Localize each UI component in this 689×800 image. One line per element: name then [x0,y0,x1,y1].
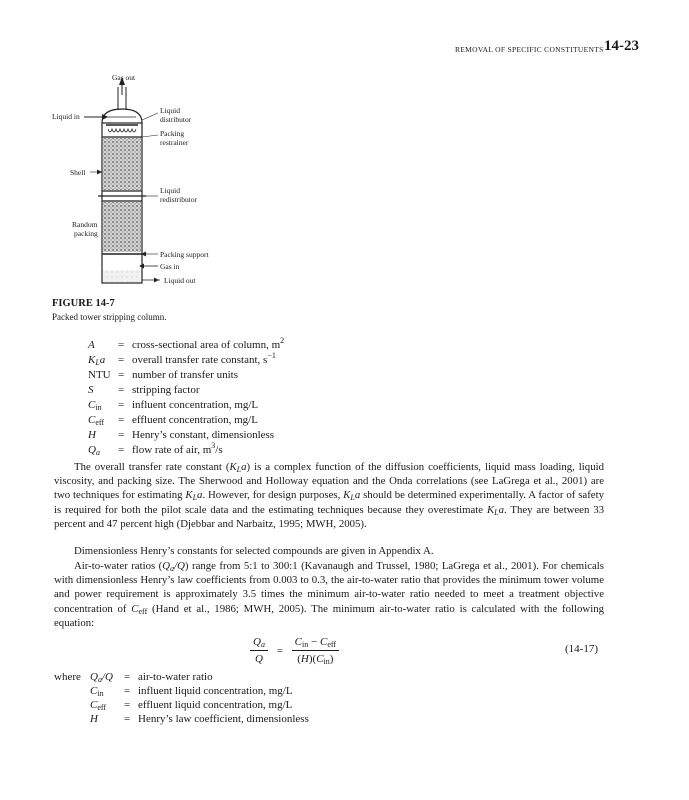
equation-lhs: $\frac{Q_a}{Q}$ [250,636,268,665]
label-shell: Shell [70,168,86,177]
liquid-in-pipe [84,114,136,120]
label-liquid-out: Liquid out [164,276,196,285]
nomenclature-row: S = stripping factor [88,384,200,396]
label-random-packing-1: Random [72,220,98,229]
label-gas-out: Gas out [112,73,136,82]
label-liquid-redistributor-1: Liquid [160,186,180,195]
equation-number: (14-17) [565,643,598,655]
sump [103,270,141,282]
figure-caption-text: Packed tower stripping column. [52,312,167,322]
label-gas-in: Gas in [160,262,180,271]
nomenclature-row: $C_{in}$ = influent concentration, mg/L [88,399,259,412]
label-liquid-in: Liquid in [52,112,80,121]
label-liquid-distributor-1: Liquid [160,106,180,115]
liquid-out-arrow-icon [154,278,159,283]
where-row: $C_{eff}$ = effluent liquid concentration, mg/L [90,699,293,712]
tower-top-dome [102,109,142,123]
lower-packing-bed [103,202,141,252]
label-packing-restrainer-1: Packing [160,129,185,138]
paragraph-henry-constants: Dimensionless Henry’s constants for selected compounds are given in Appendix A. [74,545,434,557]
figure-caption-title: FIGURE 14-7 [52,298,115,309]
nomenclature-row: $Q_a$ = flow rate of air, $m^3/s$ [88,441,223,457]
label-liquid-distributor-2: distributor [160,115,192,124]
label-packing-support: Packing support [160,250,209,259]
where-definitions [54,670,309,726]
where-row: H = Henry’s law coefficient, dimensionless [90,713,309,725]
page-number: 14-23 [604,38,639,54]
label-packing-restrainer-2: restrainer [160,138,189,147]
nomenclature-row: $K_La$ = overall transfer rate constant, $s^{-1}$ [88,351,276,367]
equation-rhs: $\frac{C_{in} - C_{eff}}{(H)(C_{in})}$ [292,636,339,665]
upper-packing-bed [103,138,141,190]
paragraph-air-to-water: Air-to-water ratios $(Q_a/Q)$ range from 5:1 to 300:1 (Kavanaugh and Trussel, 1980; LaGrega et al., 2001). For chemicals with dimensionless Henry’s law coefficients from 0.003 to 0.3, the air-to-water ratio that provides the minimum tower volume and power requirement is approximately 3.5 times the minimum air-to-water ratio needed to meet a treatment objective concentration of $C_{eff}$ (Hand et al., 1986; MWH, 2005). The minimum air-to-water ratio is calculated with the following equation: [54,560,604,629]
nomenclature-list [88,338,284,458]
shell-arrow-icon [97,170,102,175]
nomenclature-row: A = cross-sectional area of column, $m^2$ [88,336,285,351]
equation-14-17: $\frac{Q_a}{Q}$ = $\frac{C_{in} - C_{eff}}{(H)(C_{in})}$ [250,636,339,665]
label-liquid-redistributor-2: redistributor [160,195,198,204]
packed-tower-figure [40,65,280,295]
running-header-title: REMOVAL OF SPECIFIC CONSTITUENTS [455,45,604,54]
label-random-packing-2: packing [74,229,98,238]
nomenclature-row: H = Henry’s constant, dimensionless [88,429,275,441]
nomenclature-row: $C_{eff}$ = effluent concentration, mg/L [88,414,258,427]
paragraph-transfer-rate: The overall transfer rate constant $(K_La)$ is a complex function of the diffusion coefficients, liquid mass loading, liquid viscosity, and packing size. The Sherwood and Holloway equation and the Onda correlations (see LaGrega et al., 2001) are two techniques for estimating $K_La$. However, for design purposes, $K_La$ should be determined experimentally. A factor of safety is required for both the pilot scale data and the estimating techniques because they overestimate $K_La$. They are between 33 percent and 47 percent high (Djebbar and Narbaitz, 1995; MWH, 2005). [54,461,605,530]
where-row: $C_{in}$ = influent liquid concentration, mg/L [90,685,293,698]
nomenclature-row: NTU = number of transfer units [88,369,238,381]
where-row: where $Q_a/Q$ = air-to-water ratio [54,671,213,684]
